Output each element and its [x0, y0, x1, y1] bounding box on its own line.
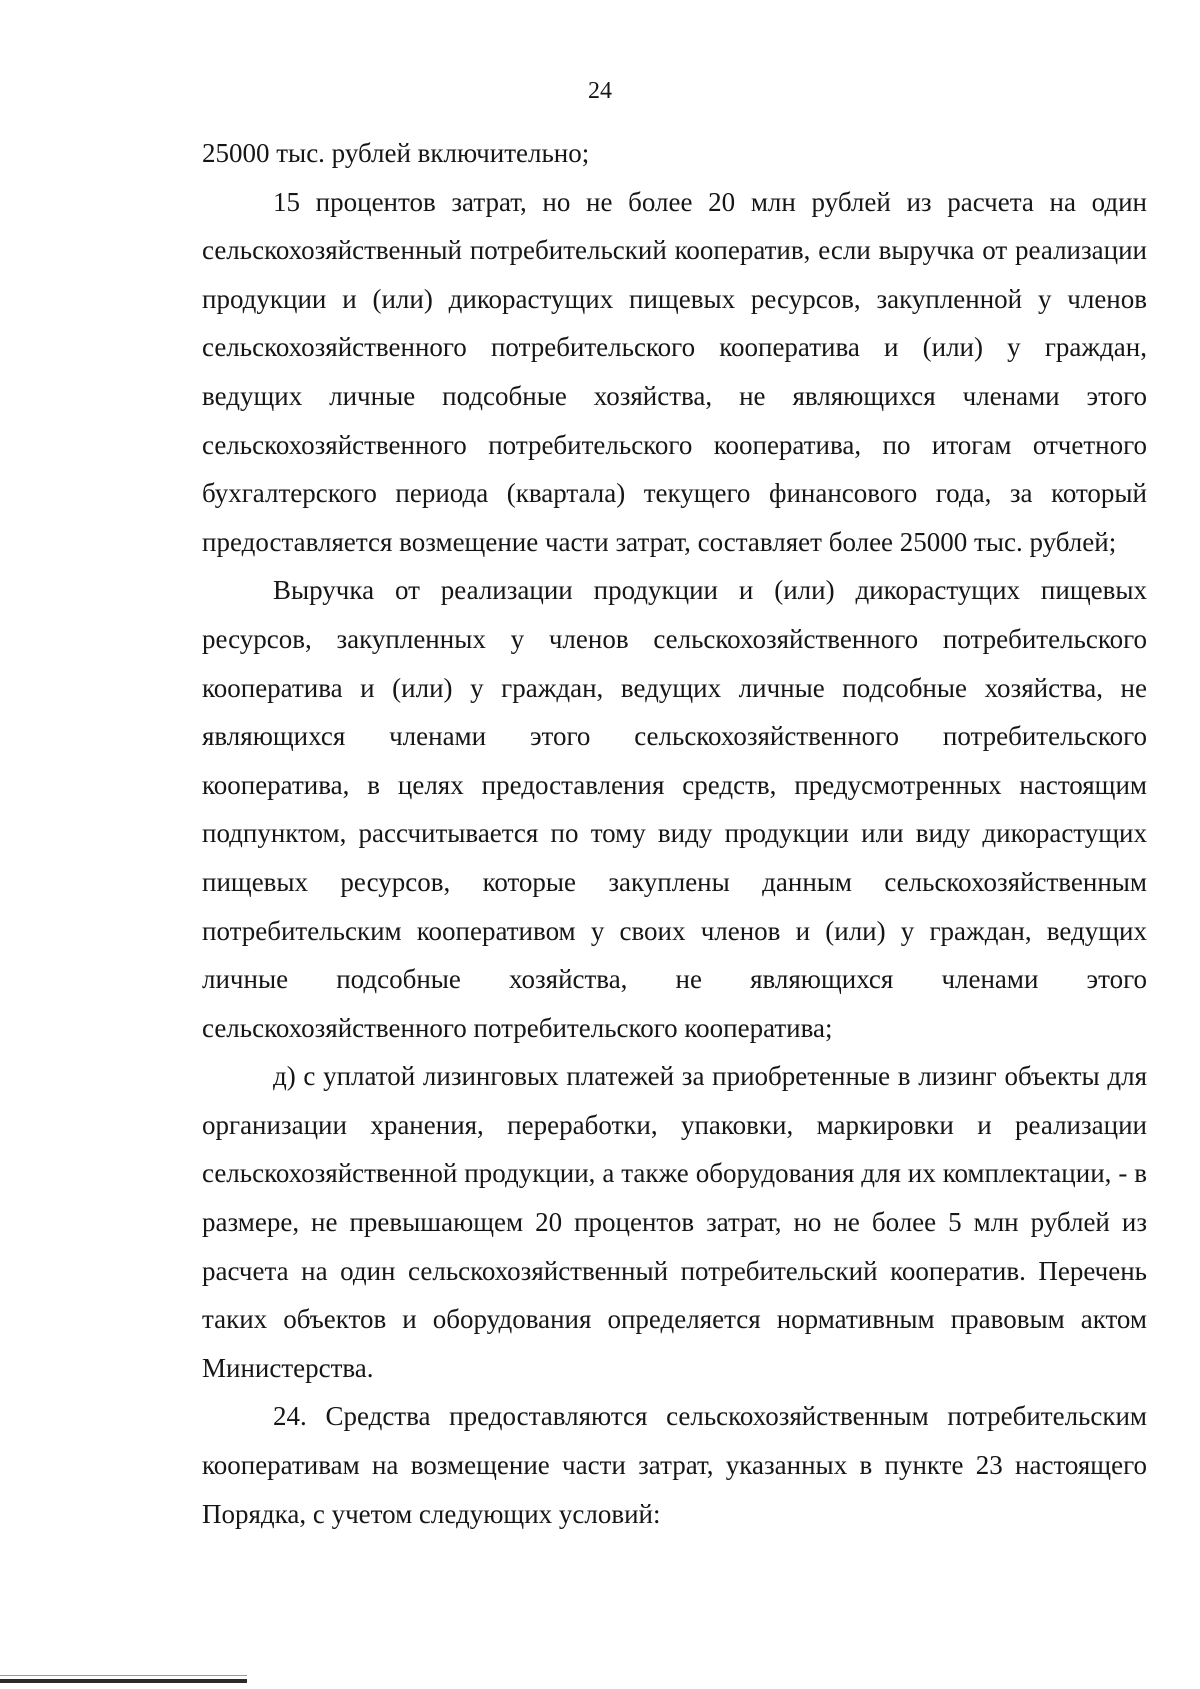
document-body — [202, 129, 1147, 1538]
page-number: 24 — [588, 78, 612, 104]
footer-divider — [0, 1679, 247, 1683]
paragraph-revenue: Выручка от реализации продукции и (или) дикорастущих пищевых ресурсов, закупленных у членов сельскохозяйственного потребительского кооператива и (или) у граждан, ведущих личные подсобные хозяйства, не являющихся членами этого сельскохозяйственного потребительского кооператива, в целях предоставления средств, предусмотренных настоящим подпунктом, рассчитывается по тому виду продукции или виду дикорастущих пищевых ресурсов, которые закуплены данным сельскохозяйственным потребительским кооперативом у своих членов и (или) у граждан, ведущих личные подсобные хозяйства, не являющихся членами этого сельскохозяйственного потребительского кооператива; — [202, 575, 1147, 1043]
paragraph-subitem-d: д) с уплатой лизинговых платежей за приобретенные в лизинг объекты для организации хранения, переработки, упаковки, маркировки и реализации сельскохозяйственной продукции, а также оборудования для их комплектации, - в размере, не превышающем 20 процентов затрат, но не более 5 млн рублей из расчета на один сельскохозяйственный потребительский кооператив. Перечень таких объектов и оборудования определяется нормативным правовым актом Министерства. — [202, 1061, 1147, 1383]
footer-divider-thin — [0, 1675, 247, 1676]
paragraph-continuation: 25000 тыс. рублей включительно; — [202, 138, 590, 168]
paragraph-15-percent: 15 процентов затрат, но не более 20 млн рублей из расчета на один сельскохозяйственный потребительский кооператив, если выручка от реализации продукции и (или) дикорастущих пищевых ресурсов, закупленной у членов сельскохозяйственного потребительского кооператива и (или) у граждан, ведущих личные подсобные хозяйства, не являющихся членами этого сельскохозяйственного потребительского кооператива, по итогам отчетного бухгалтерского периода (квартала) текущего финансового года, за который предоставляется возмещение части затрат, составляет более 25000 тыс. рублей; — [202, 186, 1147, 557]
paragraph-item-24: 24. Средства предоставляются сельскохозяйственным потребительским кооперативам на возмещение части затрат, указанных в пункте 23 настоящего Порядка, с учетом следующих условий: — [202, 1401, 1147, 1529]
